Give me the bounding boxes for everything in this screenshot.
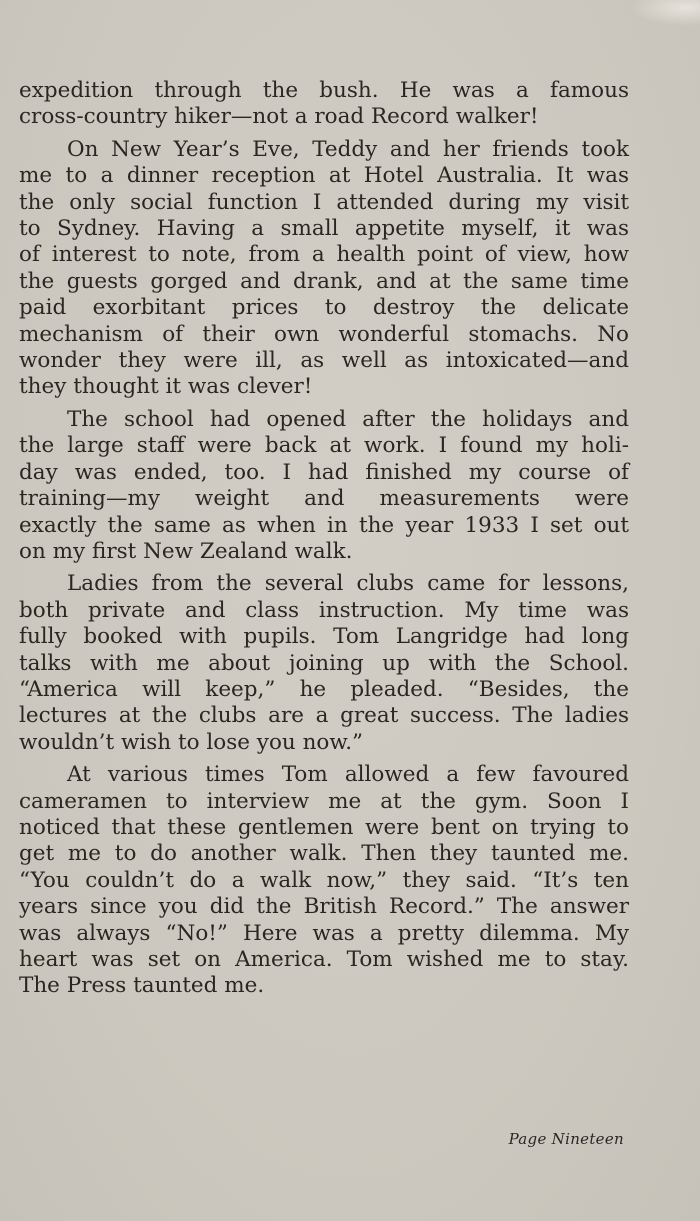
text-line: “America will keep,” he pleaded. “Besides, the — [19, 676, 629, 702]
text-line: “You couldn’t do a walk now,” they said. “It’s ten — [19, 867, 629, 893]
paragraph — [19, 407, 629, 565]
text-line: cross-country hiker—not a road Record walker! — [19, 104, 539, 130]
text-line: talks with me about joining up with the School. — [19, 650, 629, 676]
text-line: expedition through the bush. He was a famous — [19, 78, 629, 103]
paragraph — [19, 762, 629, 1000]
text-line: on my first New Zealand walk. — [19, 538, 353, 564]
text-line: cameramen to interview me at the gym. Soon I — [19, 788, 629, 814]
text-line: the large staff were back at work. I found my holi- — [19, 433, 629, 459]
text-line: fully booked with pupils. Tom Langridge had long — [19, 624, 629, 650]
text-line: both private and class instruction. My time was — [19, 597, 629, 623]
text-line: day was ended, too. I had finished my course of — [19, 459, 629, 485]
text-line: heart was set on America. Tom wished me to stay. — [19, 947, 629, 972]
body-text — [19, 78, 629, 1006]
text-line: years since you did the British Record.” The answer — [19, 894, 629, 920]
text-line: they thought it was clever! — [19, 374, 313, 400]
text-line: training—my weight and measurements were — [19, 486, 629, 512]
text-line: mechanism of their own wonderful stomachs. No — [19, 321, 629, 347]
paragraph — [19, 137, 629, 401]
text-line: paid exorbitant prices to destroy the delicate — [19, 295, 629, 321]
paper-corner-wear — [630, 0, 700, 26]
text-line: On New Year’s Eve, Teddy and her friends took — [67, 136, 629, 162]
text-line: The Press taunted me. — [19, 973, 265, 999]
text-line: exactly the same as when in the year 1933 I set out — [19, 512, 629, 538]
text-line: The school had opened after the holidays and — [67, 406, 629, 432]
text-line: the only social function I attended during my visit — [19, 189, 629, 215]
text-line: of interest to note, from a health point of view, how — [19, 242, 629, 268]
page-number: Page Nineteen — [508, 1130, 624, 1148]
text-line: me to a dinner reception at Hotel Australia. It was — [19, 163, 629, 189]
text-line: lectures at the clubs are a great success. The ladies — [19, 703, 629, 729]
text-line: At various times Tom allowed a few favoured — [67, 762, 629, 788]
text-line: get me to do another walk. Then they taunted me. — [19, 841, 629, 867]
paragraph — [19, 571, 629, 756]
text-line: to Sydney. Having a small appetite myself, it was — [19, 216, 629, 242]
text-line: Ladies from the several clubs came for lessons, — [67, 571, 629, 597]
text-line: the guests gorged and drank, and at the same time — [19, 268, 629, 294]
text-line: wonder they were ill, as well as intoxicated—and — [19, 348, 629, 374]
text-line: noticed that these gentlemen were bent on trying to — [19, 814, 629, 840]
paragraph — [19, 78, 629, 131]
text-line: wouldn’t wish to lose you now.” — [19, 729, 364, 755]
text-line: was always “No!” Here was a pretty dilemma. My — [19, 920, 629, 946]
